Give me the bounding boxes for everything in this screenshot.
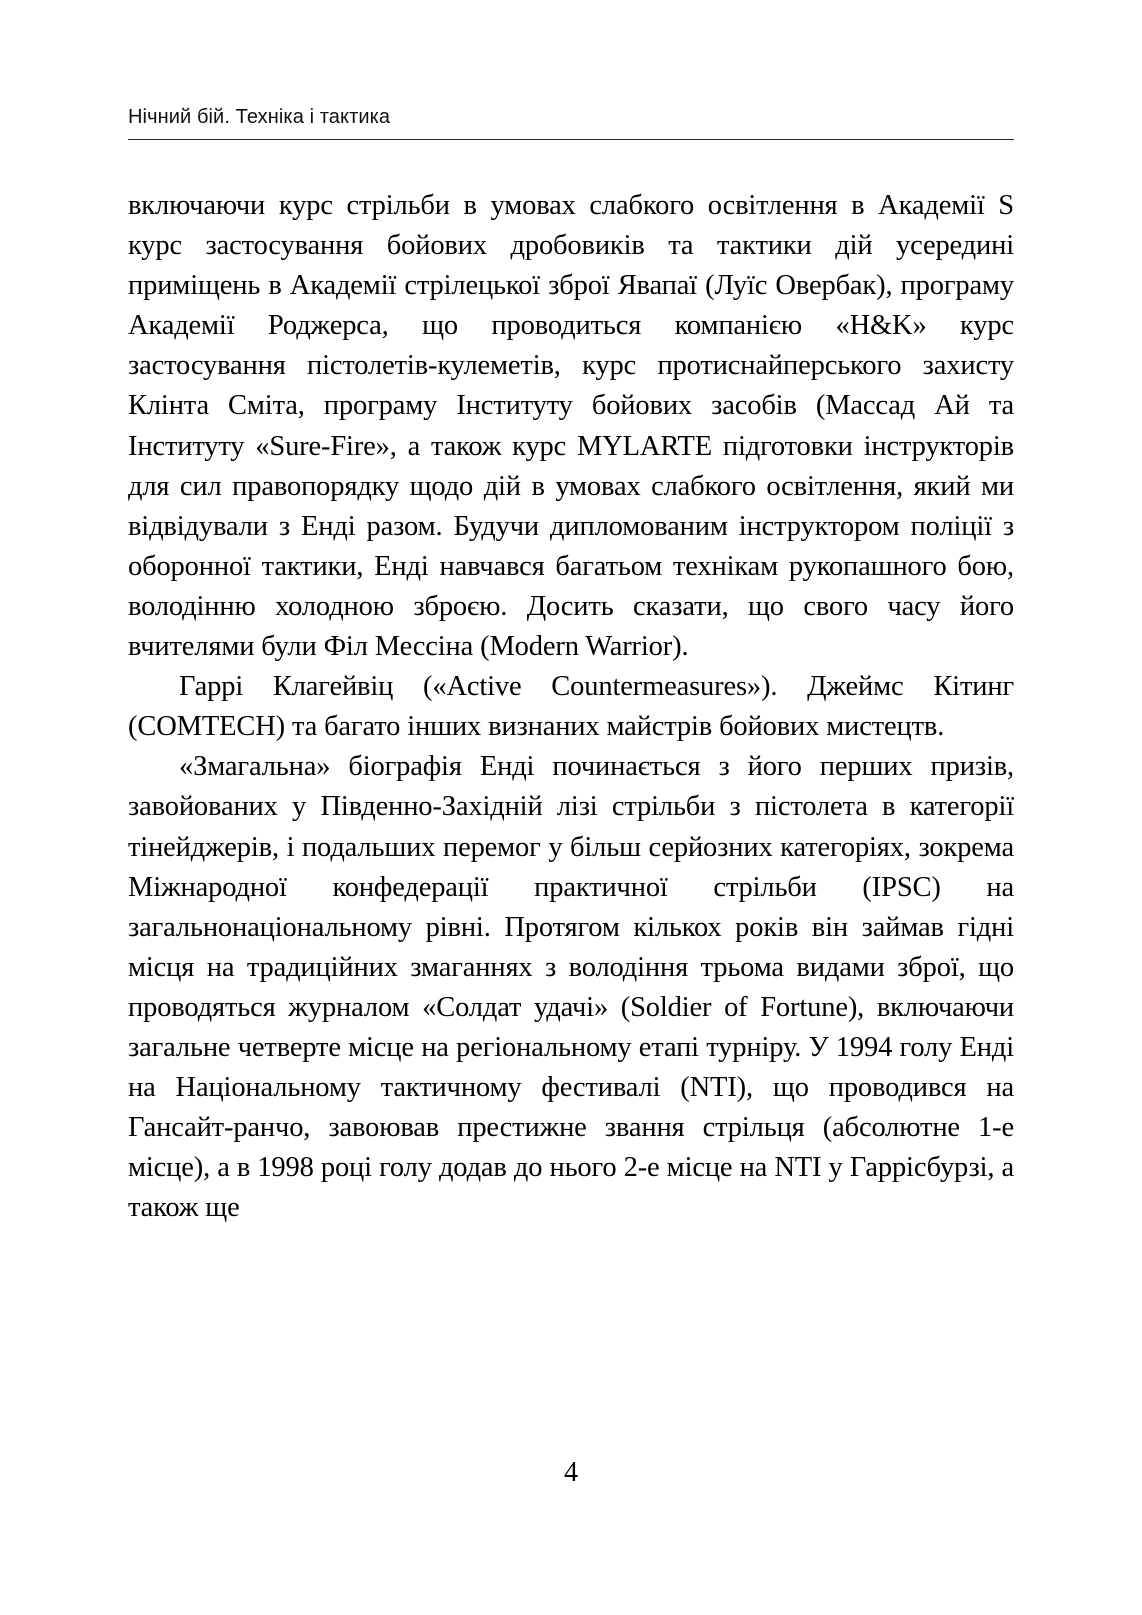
page-footer xyxy=(0,1455,1142,1491)
body-paragraph-3: «Змагальна» біографія Енді починається з його перших призів, завойованих у Південно-Західній лізі стрільби з пістолета в категорії тінейджерів, і подальших перемог у більш серйозних категоріях, зокрема Міжнародної конфедерації практичної стрільби (IPSC) на загальнонаціональному рівні. Протягом кількох років він займав гідні місця на традиційних змаганнях з володіння трьома видами зброї, що проводяться журналом «Солдат удачі» (Soldier of Fortune), включаючи загальне четверте місце на регіональному етапі турніру. У 1994 голу Енді на Національному тактичному фестивалі (NTI), що проводився на Гансайт-ранчо, завоював престижне звання стрільця (абсолютне 1-е місце), а в 1998 році голу додав до нього 2-е місце на NTI у Гаррісбурзі, а також ще xyxy=(128,751,1014,1224)
body-paragraph-2: Гаррі Клагейвіц («Active Countermeasures»). Джеймс Кітинг (COMTECH) та багато інших визнаних майстрів бойових мистецтв. xyxy=(128,671,1014,743)
running-head xyxy=(128,104,1014,140)
running-head-divider xyxy=(128,139,1014,140)
body-text-block xyxy=(128,186,1014,1228)
running-head-title: Нічний бій. Техніка і тактика xyxy=(128,106,391,128)
page-number: 4 xyxy=(564,1457,578,1488)
body-paragraph-1: включаючи курс стрільби в умовах слабкого освітлення в Академії S курс застосування бойових дробовиків та тактики дій усередині приміщень в Академії стрілецької зброї Явапаї (Луїс Овербак), програму Академії Роджерса, що проводиться компанією «H&K» курс застосування пістолетів-кулеметів, курс протиснайперського захисту Клінта Сміта, програму Інституту бойових засобів (Массад Ай та Інституту «Sure-Fire», а також курс MYLARTE підготовки інструкторів для сил правопорядку щодо дій в умовах слабкого освітлення, який ми відвідували з Енді разом. Будучи дипломованим інструктором поліції з оборонної тактики, Енді навчався багатьом технікам рукопашного бою, володінню холодною зброєю. Досить сказати, що свого часу його вчителями були Філ Мессіна (Modern Warrior). xyxy=(128,190,1014,663)
